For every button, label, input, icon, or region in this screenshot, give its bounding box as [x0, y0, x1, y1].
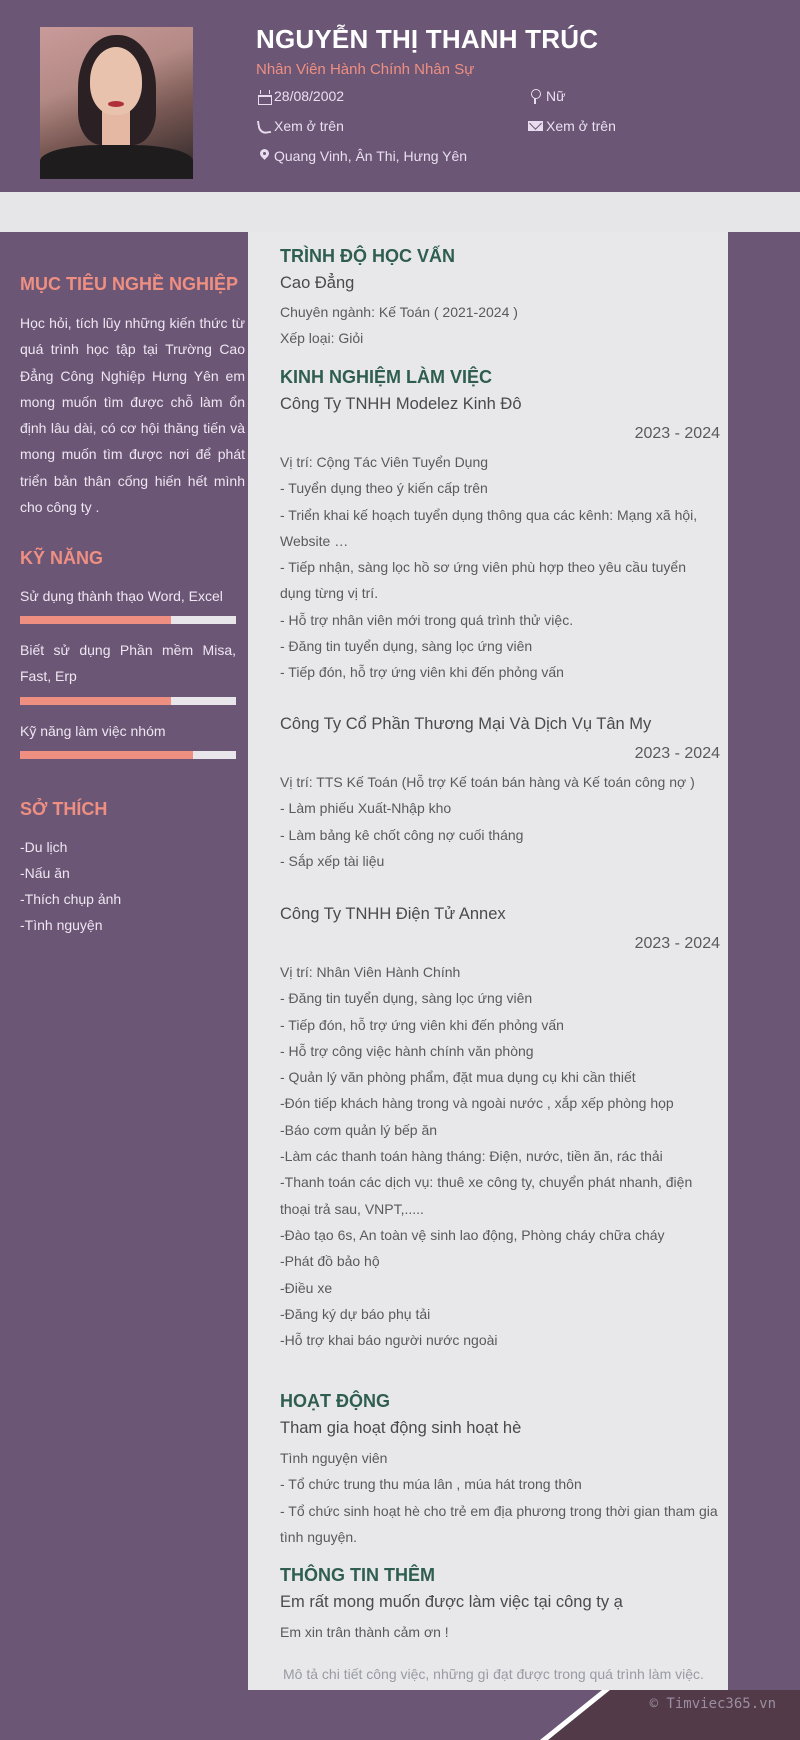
- objective-heading: MỤC TIÊU NGHỀ NGHIỆP: [20, 274, 239, 294]
- skill-level-fill: [20, 616, 171, 624]
- skill-level-fill: [20, 751, 193, 759]
- activity-title: Tham gia hoạt động sinh hoạt hè: [280, 1419, 522, 1437]
- job-line: Vị trí: Nhân Viên Hành Chính: [280, 964, 461, 980]
- job-line: - Đăng tin tuyển dụng, sàng lọc ứng viên: [280, 990, 533, 1007]
- activity-description: [280, 1445, 720, 1550]
- phone-icon: [256, 118, 272, 134]
- job-period: 2023 - 2024: [634, 745, 720, 762]
- job-period: 2023 - 2024: [634, 935, 720, 952]
- skill-label: Kỹ năng làm việc nhóm: [20, 723, 166, 739]
- activities-heading: HOẠT ĐỘNG: [280, 1391, 390, 1411]
- job-line: - Hỗ trợ công việc hành chính văn phòng: [280, 1042, 534, 1059]
- cv-header: [0, 0, 800, 192]
- gender-value: Nữ: [546, 88, 566, 104]
- skill-level-fill: [20, 697, 171, 705]
- job-line: - Hỗ trợ nhân viên mới trong quá trình thử việc.: [280, 611, 574, 628]
- job-line: - Làm bảng kê chốt công nợ cuối tháng: [280, 826, 524, 843]
- skill-level-bar: [20, 616, 236, 624]
- skills-heading: KỸ NĂNG: [20, 548, 104, 568]
- birthday-value: 28/08/2002: [274, 88, 345, 104]
- job-company: Công Ty TNHH Modelez Kinh Đô: [280, 395, 522, 413]
- job-company: Công Ty TNHH Điện Tử Annex: [280, 905, 506, 923]
- education-grade: Xếp loại: Giỏi: [280, 330, 364, 346]
- avatar-neck: [102, 111, 130, 147]
- address-value: Quang Vinh, Ân Thi, Hưng Yên: [274, 148, 468, 164]
- job-line: -Đăng ký dự báo phụ tải: [280, 1305, 431, 1322]
- education-major: Chuyên ngành: Kế Toán ( 2021-2024 ): [280, 304, 518, 320]
- job-company: Công Ty Cổ Phần Thương Mại Và Dịch Vụ Tân My: [280, 715, 652, 733]
- job-line: - Tiếp đón, hỗ trợ ứng viên khi đến phỏng vấn: [280, 664, 564, 681]
- candidate-job-title: Nhân Viên Hành Chính Nhân Sự: [256, 61, 475, 78]
- email-value: Xem ở trên: [546, 118, 616, 134]
- job-line: - Tiếp nhận, sàng lọc hồ sơ ứng viên phù hợp theo yêu cầu tuyển dụng từng vị trí.: [280, 559, 686, 602]
- email-row: [528, 118, 616, 134]
- avatar: [40, 27, 193, 179]
- phone-row: [256, 118, 344, 134]
- job-line: -Hỗ trợ khai báo người nước ngoài: [280, 1332, 498, 1349]
- mail-icon: [528, 118, 544, 134]
- experience-heading: KINH NGHIỆM LÀM VIỆC: [280, 367, 493, 387]
- hobby-item: -Du lịch: [20, 839, 68, 855]
- avatar-shoulders: [40, 145, 193, 179]
- job-line: -Báo cơm quản lý bếp ăn: [280, 1121, 438, 1138]
- job-line: - Đăng tin tuyển dụng, sàng lọc ứng viên: [280, 638, 533, 655]
- skill-label: Biết sử dụng Phần mềm Misa, Fast, Erp: [20, 642, 236, 685]
- job-description: [280, 449, 720, 686]
- address-row: [256, 148, 467, 164]
- activity-line: - Tổ chức sinh hoạt hè cho trẻ em địa phương trong thời gian tham gia tình nguyện.: [280, 1502, 718, 1545]
- hobby-item: -Nấu ăn: [20, 865, 70, 881]
- job-line: -Đón tiếp khách hàng trong và ngoài nước , xắp xếp phòng họp: [280, 1095, 674, 1112]
- birthday-cake-icon: [256, 88, 272, 104]
- candidate-name: NGUYỄN THỊ THANH TRÚC: [256, 24, 599, 54]
- female-gender-icon: [528, 88, 544, 104]
- watermark: © Timviec365.vn: [649, 1696, 776, 1712]
- job-line: - Triển khai kế hoạch tuyển dụng thông qua các kênh: Mạng xã hội, Website …: [280, 506, 698, 549]
- skill-label: Sử dụng thành thạo Word, Excel: [20, 588, 223, 604]
- activity-line: Tình nguyện viên: [280, 1450, 388, 1466]
- job-line: Vị trí: Cộng Tác Viên Tuyển Dụng: [280, 454, 489, 470]
- job-line: - Sắp xếp tài liệu: [280, 852, 385, 869]
- job-line: -Phát đồ bảo hộ: [280, 1253, 380, 1270]
- job-line: - Tuyển dụng theo ý kiến cấp trên: [280, 480, 488, 497]
- objective-text: Học hỏi, tích lũy những kiến thức từ quá trình học tập tại Trường Cao Đẳng Công Nghiệp Hưng Yên em mong muốn tìm được chỗ làm ổn định lâu dài, có cơ hội thăng tiến và mong muốn tìm được nơi để phát triển bản thân cống hiến hết mình cho công ty .: [20, 315, 245, 516]
- job-line: - Quản lý văn phòng phẩm, đặt mua dụng cụ khi cần thiết: [280, 1069, 636, 1086]
- job-line: Vị trí: TTS Kế Toán (Hỗ trợ Kế toán bán hàng và Kế toán công nợ ): [280, 774, 695, 790]
- job-line: -Đào tạo 6s, An toàn vệ sinh lao động, Phòng cháy chữa cháy: [280, 1226, 665, 1243]
- job-description: [280, 959, 720, 1353]
- job-line: -Điều xe: [280, 1279, 333, 1296]
- hobby-item: -Tình nguyện: [20, 917, 103, 933]
- gender-row: [528, 88, 565, 104]
- education-heading: TRÌNH ĐỘ HỌC VẤN: [280, 246, 455, 266]
- additional-info-text: Em xin trân thành cảm ơn !: [280, 1624, 449, 1640]
- birthday-row: [256, 88, 344, 104]
- skill-level-bar: [20, 751, 236, 759]
- location-pin-icon: [256, 148, 272, 164]
- job-description: [280, 769, 720, 874]
- job-line: -Làm các thanh toán hàng tháng: Điện, nước, tiền ăn, rác thải: [280, 1148, 663, 1165]
- additional-info-heading: THÔNG TIN THÊM: [280, 1565, 435, 1585]
- phone-value: Xem ở trên: [274, 118, 344, 134]
- activity-line: - Tổ chức trung thu múa lân , múa hát trong thôn: [280, 1476, 582, 1493]
- avatar-lips: [108, 101, 124, 107]
- header-separator-band: [0, 192, 800, 232]
- description-placeholder-note: Mô tả chi tiết công việc, những gì đạt được trong quá trình làm việc.: [283, 1666, 704, 1682]
- job-period: 2023 - 2024: [634, 425, 720, 442]
- job-line: -Thanh toán các dịch vụ: thuê xe công ty, chuyển phát nhanh, điện thoại trả sau, VNPT,.....: [280, 1174, 693, 1217]
- job-line: - Làm phiếu Xuất-Nhập kho: [280, 800, 452, 817]
- education-school: Cao Đẳng: [280, 274, 355, 292]
- job-line: - Tiếp đón, hỗ trợ ứng viên khi đến phỏng vấn: [280, 1016, 564, 1033]
- hobby-item: -Thích chụp ảnh: [20, 891, 122, 907]
- additional-info-title: Em rất mong muốn được làm việc tại công ty ạ: [280, 1593, 623, 1611]
- hobbies-heading: SỞ THÍCH: [20, 799, 108, 819]
- skill-level-bar: [20, 697, 236, 705]
